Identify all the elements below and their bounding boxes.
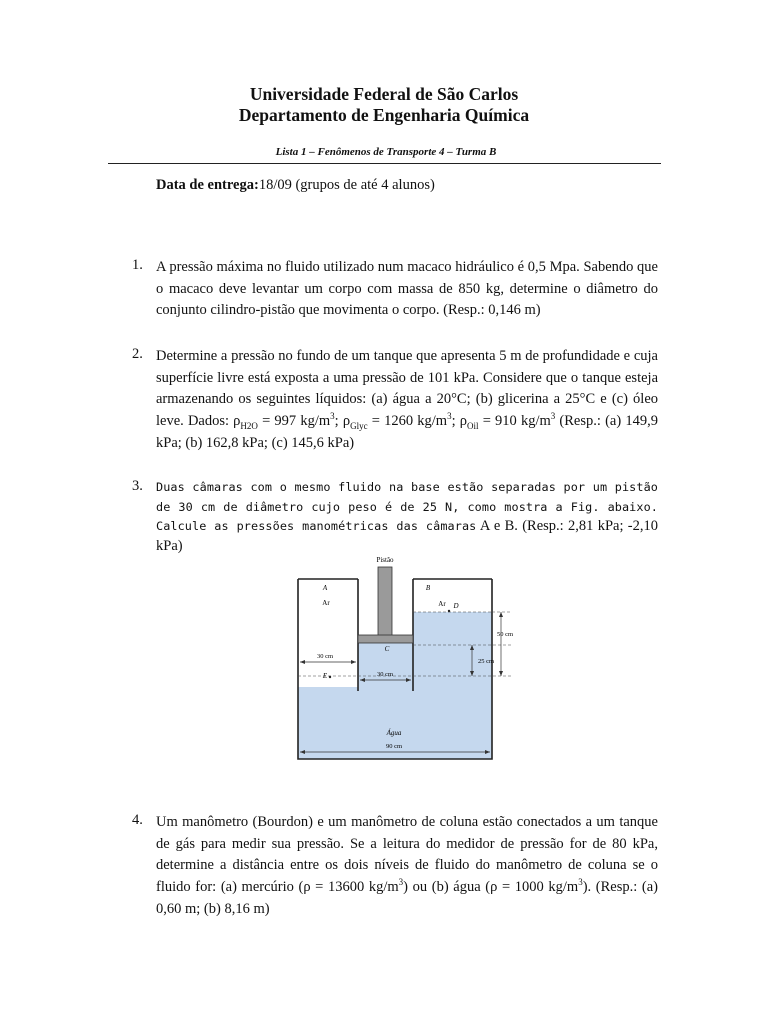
dim-90cm: 90 cm <box>385 743 403 750</box>
point-d-label: D <box>453 602 459 610</box>
due-date-label: Data de entrega: <box>156 177 259 193</box>
piston-rod <box>378 567 392 637</box>
question-2-text: Determine a pressão no fundo de um tanque que apresenta 5 m de profundidade e cuja superfície livre está exposta a uma pressão de 101 kPa. Considere que o tanque esteja armazenando os seguintes líquidos: (a) água a 20°C; (b) glicerina a 25°C e (c) óleo leve. Dados: $\rho_{H2O} = 997$ $kg/m^3$; $\rho_{Glyc} = 1260$ $kg/m^3$; $\rho_{Oil} = 910$ $kg/m^3$ (Resp.: (a) 149,9 kPa; (b) 162,8 kPa; (c) 145,6 kPa) <box>156 348 658 451</box>
due-date <box>156 177 435 194</box>
piston-head <box>358 635 413 643</box>
point-c-label: C <box>384 645 390 653</box>
dim-30cm-left: 30 cm <box>316 653 334 660</box>
chamber-a-label: A <box>322 584 328 592</box>
university-name: Universidade Federal de São Carlos <box>249 84 519 104</box>
chamber-b-label: B <box>425 584 431 592</box>
dim-30cm-mid: 30 cm <box>376 671 394 678</box>
piston-chamber-figure <box>296 555 514 765</box>
piston-label: Pistão <box>376 556 394 564</box>
due-date-value: 18/09 (grupos de até 4 alunos) <box>258 177 435 193</box>
water-chamber-b <box>413 612 495 689</box>
header-divider <box>108 163 661 164</box>
department-name: Departamento de Engenharia Química <box>238 105 530 125</box>
question-2-number: 2. <box>132 346 143 362</box>
chamber-b-gas: Ar <box>438 600 446 608</box>
question-3-number: 3. <box>132 478 143 494</box>
question-1-number: 1. <box>132 257 143 273</box>
document-header <box>0 84 768 126</box>
fluid-label: Água <box>386 729 402 737</box>
dim-50cm: 50 cm <box>496 631 514 638</box>
question-1-text: A pressão máxima no fluido utilizado num macaco hidráulico é 0,5 Mpa. Sabendo que o macaco deve levantar um corpo com massa de 850 kg, determine o diâmetro do conjunto cilindro-pistão que movimenta o corpo. (Resp.: 0,146 m) <box>156 259 658 319</box>
question-4-text: Um manômetro (Bourdon) e um manômetro de coluna estão conectados a um tanque de gás para medir sua pressão. Se a leitura do medidor de pressão for de 80 kPa, determine a distância entre os dois níveis de fluido do manômetro de coluna se o fluido for: (a) mercúrio (ρ = 13600 $kg/m^3$) ou (b) água (ρ = 1000 $kg/m^3$). (Resp.: (a) 0,60 m; (b) 8,16 m) <box>156 814 658 917</box>
question-4-number: 4. <box>132 812 143 828</box>
question-3-text: Duas câmaras com o mesmo fluido na base estão separadas por um pistão de 30 cm de diâmetro cujo peso é de 25 N, como mostra a Fig. abaixo. Calcule as pressões manométricas das câmaras A e B. (Resp.: 2,81 kPa; -2,10 kPa) <box>156 480 658 554</box>
list-subtitle: Lista 1 – Fenômenos de Transporte 4 – Turma B <box>275 146 497 158</box>
point-e-label: E <box>322 672 328 680</box>
chamber-a-gas: Ar <box>322 599 330 607</box>
dim-25cm: 25 cm <box>477 658 495 665</box>
